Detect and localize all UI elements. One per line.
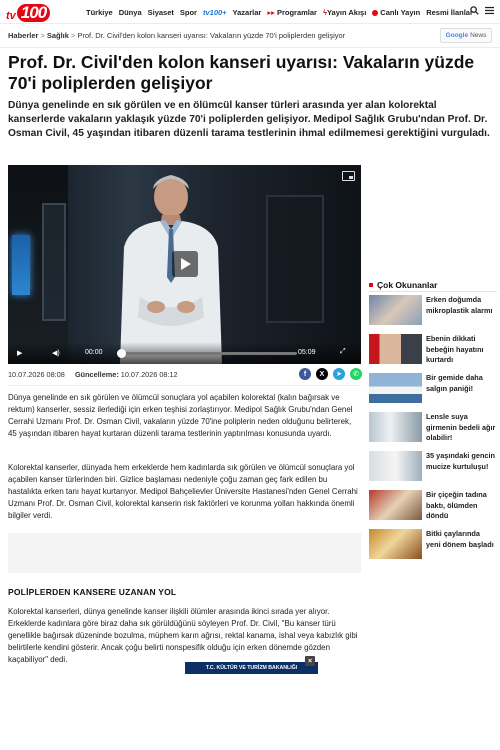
news-thumbnail bbox=[369, 412, 422, 442]
nav-item-yayin-akisi[interactable] bbox=[323, 8, 366, 17]
published-date: 10.07.2026 08:08 bbox=[8, 370, 65, 379]
article-paragraph: Kolorektal kanserler, dünyada hem erkeklerde hem kadınlarda sık görülen ve ölümcül sonuçlara yol açabilen kanser türlerinden biri. Gizlice başlaması nedeniyle çoğu zaman geç fark edilen bu hastalıkta erken tanı hayat kurtarıyor. Medipol Bahçelievler Üniversite Hastanesi'nden Genel Cerrahi Uzmanı Prof. Dr. Osman Civil, kolorektal kanserin risk faktörleri ve korunma yolları hakkında önemli bilgiler verdi. bbox=[8, 463, 358, 521]
picture-in-picture-icon[interactable] bbox=[342, 171, 355, 181]
telegram-share-icon[interactable]: ➤ bbox=[333, 368, 345, 380]
nav-item-programlar[interactable] bbox=[267, 8, 317, 17]
nav-item-tv100plus[interactable]: tv100+ bbox=[202, 7, 227, 17]
live-dot-icon bbox=[372, 10, 378, 16]
nav-item-dunya[interactable]: Dünya bbox=[118, 7, 142, 17]
most-read-title bbox=[369, 280, 437, 290]
breadcrumb bbox=[8, 31, 345, 40]
tv100-logo[interactable] bbox=[6, 2, 50, 22]
whatsapp-share-icon[interactable]: ✆ bbox=[350, 368, 362, 380]
video-player[interactable] bbox=[8, 165, 361, 364]
chevron-right-icon: > bbox=[40, 31, 45, 40]
video-background-shelf-right bbox=[266, 195, 324, 323]
article-subheading: POLİPLERDEN KANSERE UZANAN YOL bbox=[8, 587, 177, 597]
video-time-current: 00:00 bbox=[85, 349, 103, 356]
play-icon[interactable]: ▶ bbox=[17, 350, 23, 357]
breadcrumb-current: Prof. Dr. Civil'den kolon kanseri uyarısı: Vakaların yüzde 70'i poliplerden gelişiyor bbox=[77, 31, 346, 40]
most-read-item[interactable] bbox=[369, 490, 497, 524]
chevron-right-icon: > bbox=[70, 31, 76, 40]
red-square-icon bbox=[369, 283, 373, 287]
most-read-item-title: Lensle suya girmenin bedeli ağır olabilir! bbox=[426, 412, 496, 442]
fullscreen-icon[interactable]: ⤢ bbox=[340, 348, 346, 355]
video-progress-bar[interactable] bbox=[120, 352, 297, 355]
news-thumbnail bbox=[369, 295, 422, 325]
volume-icon[interactable]: ◀) bbox=[52, 350, 60, 357]
google-news-button[interactable] bbox=[440, 28, 492, 43]
menu-icon[interactable] bbox=[485, 6, 494, 15]
news-thumbnail bbox=[369, 490, 422, 520]
updated-label: Güncelleme: bbox=[74, 370, 119, 379]
logo-prefix: tv bbox=[6, 10, 16, 22]
nav-item-yazarlar[interactable]: Yazarlar bbox=[232, 7, 262, 17]
news-thumbnail bbox=[369, 373, 422, 403]
sidebar-divider bbox=[369, 291, 497, 292]
nav-yayin-akisi-label: Yayın Akışı bbox=[326, 7, 367, 17]
most-read-item[interactable] bbox=[369, 451, 497, 485]
top-navigation-bar bbox=[0, 0, 500, 24]
most-read-item-title: Bir gemide daha salgın paniği! bbox=[426, 373, 483, 393]
video-background-light bbox=[12, 235, 30, 295]
play-overlay-button[interactable] bbox=[172, 251, 198, 277]
ad-placeholder bbox=[8, 533, 361, 573]
google-news-brand: Google bbox=[445, 32, 469, 39]
nav-item-spor[interactable]: Spor bbox=[179, 7, 197, 17]
most-read-title-text: Çok Okunanlar bbox=[377, 280, 438, 290]
breadcrumb-home[interactable]: Haberler bbox=[8, 31, 39, 40]
bottom-ad-text: T.C. KÜLTÜR VE TURİZM BAKANLIĞI bbox=[205, 665, 298, 671]
header-icons bbox=[470, 6, 494, 15]
nav-item-resmi-ilanlar[interactable]: Resmi İlanlar bbox=[426, 7, 473, 17]
article-dates bbox=[8, 370, 178, 379]
most-read-item-title: Bitki çaylarında yeni dönem başladı bbox=[426, 529, 494, 549]
nav-item-canli-yayin[interactable] bbox=[372, 8, 420, 17]
google-news-label: News bbox=[470, 32, 487, 39]
meta-divider bbox=[8, 385, 361, 386]
news-thumbnail bbox=[369, 529, 422, 559]
video-background-shelf bbox=[42, 203, 66, 321]
most-read-item[interactable] bbox=[369, 373, 497, 407]
video-controls bbox=[8, 342, 361, 364]
search-icon[interactable] bbox=[470, 6, 479, 15]
close-icon[interactable]: × bbox=[305, 656, 315, 666]
article-paragraph: Dünya genelinde en sık görülen ve ölümcül sonuçlara yol açabilen kolorektal (kalın bağırsak ve rektum) kanserler, sessiz ilerlediği için erken teşhisi zorlaştırıyor. Medipol Sağlık Grubu'ndan Genel Cerrahi Uzmanı Prof. Dr. Osman Civil, vakaların yüzde 70'ine poliplerin neden olduğunu belirterek, 45 yaşından itibaren hayat kurtaran düzenli tarama testlerinin yaptırılması konusunda uyardı. bbox=[8, 393, 353, 439]
nav-canli-yayin-label: Canlı Yayın bbox=[380, 7, 421, 17]
news-thumbnail bbox=[369, 334, 422, 364]
most-read-item-title: 35 yaşındaki gencin mucize kurtuluşu! bbox=[426, 451, 495, 471]
nav-item-siyaset[interactable]: Siyaset bbox=[147, 7, 174, 17]
doctor-figure bbox=[100, 167, 242, 364]
most-read-item[interactable] bbox=[369, 295, 497, 329]
breadcrumb-section[interactable]: Sağlık bbox=[46, 31, 69, 40]
sticky-bottom-ad[interactable] bbox=[185, 657, 318, 674]
main-nav bbox=[86, 0, 473, 24]
article-spot: Dünya genelinde en sık görülen ve en ölümcül kanser türleri arasında yer alan kolorektal kanserlerde vakaların yaklaşık yüzde 70'i poliplerden gelişiyor. Medipol Sağlık Grubu'ndan Prof. Dr. Osman Civil, 45 yaşından itibaren düzenli tarama testlerinin ihmal edilmemesi gerektiğini vurguladı. bbox=[8, 100, 490, 140]
video-scrub-handle[interactable] bbox=[117, 349, 126, 358]
article-paragraph: Kolorektal kanserleri, dünya genelinde kanser ilişkili ölümler arasında ikinci sırada yer alıyor. Erkeklerde kadınlara göre biraz daha sık görüldüğünü söyleyen Prof. Dr. Civil, "Bu kanser türü genellikle bağırsak düzeninde bozulma, müphem karın ağrısı, rektal kanama, ishal veya kabızlık gibi belirtilerle kendini gösterir. Ancak çoğu belirti nonspesifik olduğu için erken dönemde gözden kaçabiliyor" dedi. bbox=[8, 607, 358, 665]
news-thumbnail bbox=[369, 451, 422, 481]
lightning-icon: ϟ bbox=[322, 7, 327, 17]
most-read-item-title: Bir çiçeğin tadına baktı, ölümden döndü bbox=[426, 490, 487, 520]
header-divider bbox=[0, 47, 500, 48]
most-read-item-title: Ebenin dikkati bebeğin hayatını kurtardı bbox=[426, 334, 484, 364]
play-arrows-icon: ▸▸ bbox=[267, 7, 275, 17]
most-read-item[interactable] bbox=[369, 412, 497, 446]
updated-date: 10.07.2026 08:12 bbox=[120, 370, 178, 379]
most-read-item[interactable] bbox=[369, 334, 497, 368]
share-buttons bbox=[299, 368, 362, 380]
most-read-item[interactable] bbox=[369, 529, 497, 563]
article-title: Prof. Dr. Civil'den kolon kanseri uyarısı: Vakaların yüzde 70'i poliplerden gelişiyor bbox=[8, 52, 475, 93]
video-time-total: 05:09 bbox=[298, 349, 316, 356]
most-read-item-title: Erken doğumda mikroplastik alarmı bbox=[426, 295, 493, 315]
logo-number: 100 bbox=[17, 4, 50, 22]
facebook-share-icon[interactable]: f bbox=[299, 368, 311, 380]
nav-item-turkiye[interactable]: Türkiye bbox=[86, 7, 113, 17]
x-share-icon[interactable]: X bbox=[316, 368, 328, 380]
nav-programlar-label: Programlar bbox=[276, 7, 317, 17]
